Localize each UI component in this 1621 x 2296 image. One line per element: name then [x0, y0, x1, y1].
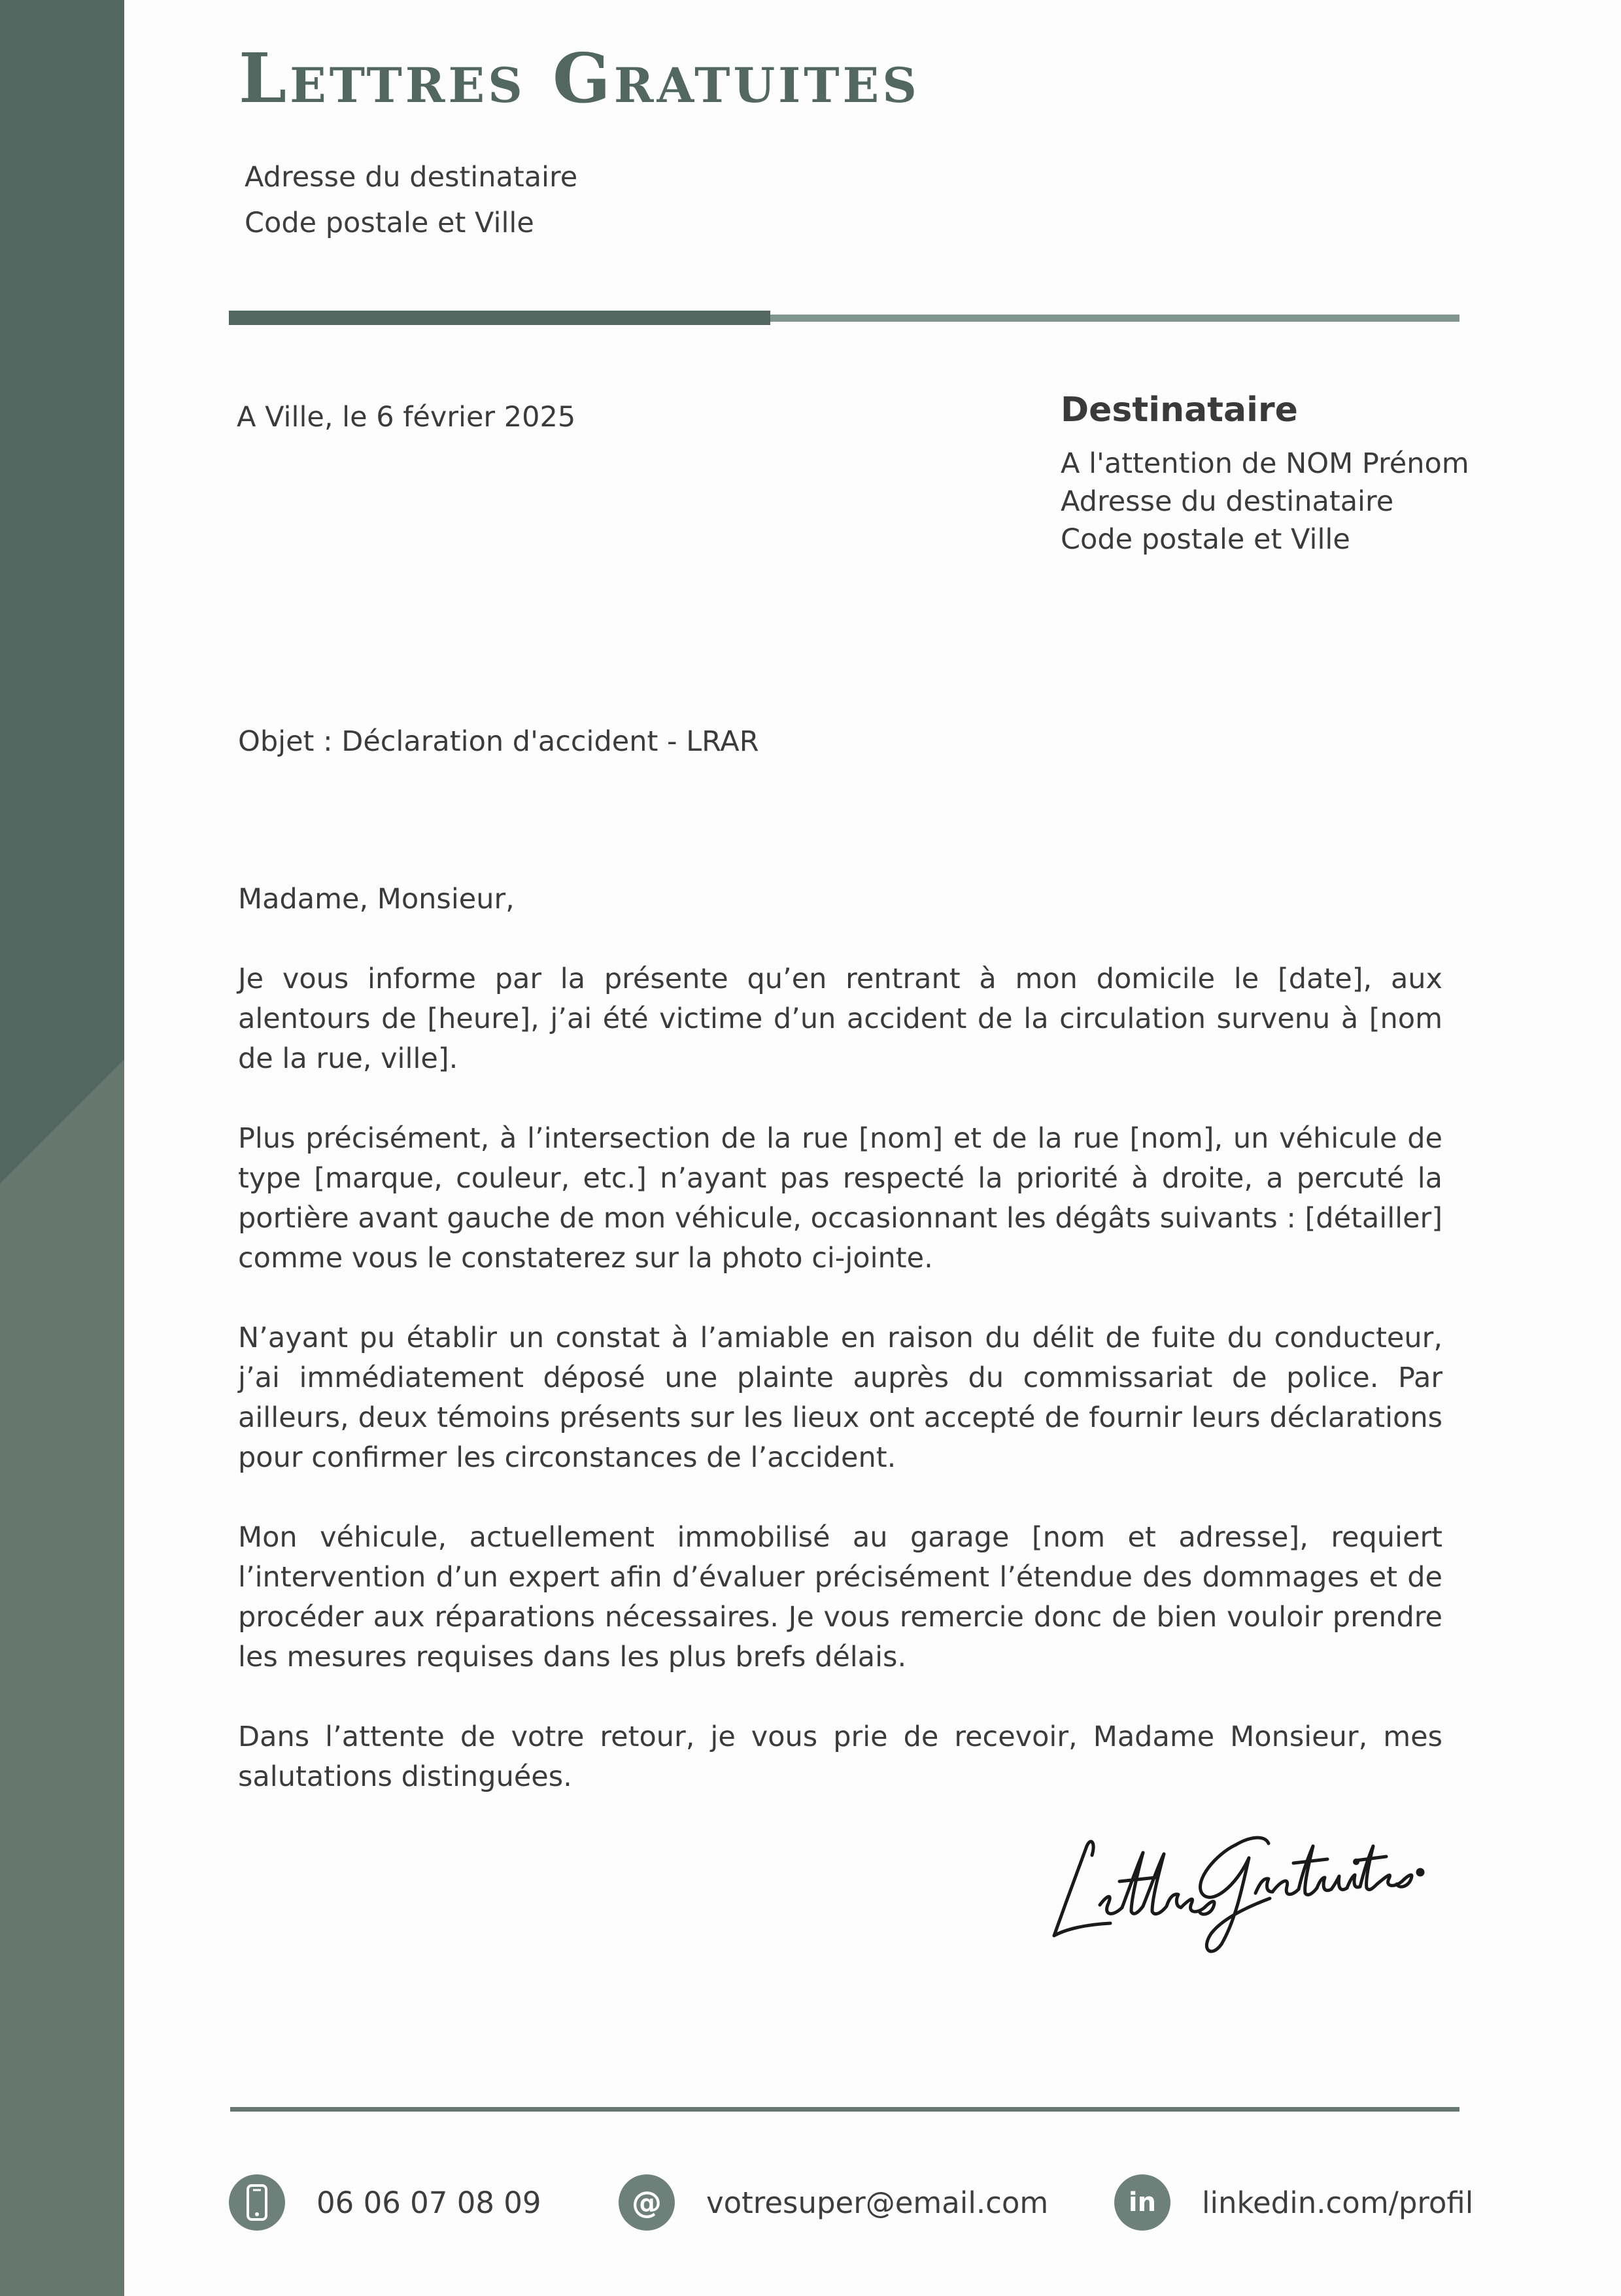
letter-date: A Ville, le 6 février 2025: [237, 401, 576, 434]
sender-address-block: [245, 154, 577, 246]
handwritten-signature: [1040, 1795, 1432, 1961]
linkedin-icon: [1114, 2174, 1170, 2231]
at-icon: [619, 2174, 675, 2231]
letter-body: [238, 880, 1442, 1837]
phone-number[interactable]: 06 06 07 08 09: [316, 2185, 541, 2220]
phone-icon: [229, 2174, 285, 2231]
recipient-attention: A l'attention de NOM Prénom: [1061, 447, 1469, 481]
letter-salutation: Madame, Monsieur,: [238, 883, 515, 916]
letter-paragraph-3: N’ayant pu établir un constat à l’amiable en raison du délit de fuite du conducteur, j’ai immédiatement déposé une plainte auprès du commissariat de police. Par ailleurs, deux témoins présents sur les lieux ont accepté de fournir leurs déclarations pour confirmer les circonstances de l’accident.: [238, 1322, 1442, 1474]
header-rule-thin: [770, 315, 1459, 322]
letter-subject: Objet : Déclaration d'accident - LRAR: [238, 725, 759, 758]
brand-title: Lettres Gratuites: [239, 38, 920, 118]
linkedin-icon-glyph: in: [1128, 2187, 1157, 2218]
footer-rule: [230, 2107, 1459, 2112]
footer-phone: [229, 2174, 541, 2231]
at-icon-glyph: @: [632, 2185, 662, 2220]
letter-paragraph-1: Je vous informe par la présente qu’en rentrant à mon domicile le [date], aux alentours de [heure], j’ai été victime d’un accident de la circulation survenu à [nom de la rue, ville].: [238, 963, 1442, 1075]
footer-linkedin: [1114, 2174, 1473, 2231]
letter-paragraph-2: Plus précisément, à l’intersection de la rue [nom] et de la rue [nom], un véhicule de type [marque, couleur, etc.] n’ayant pas respecté la priorité à droite, a percuté la portière avant gauche de mon véhicule, occasionnant les dégâts suivants : [détailler] comme vous le constaterez sur la photo ci-jointe.: [238, 1122, 1442, 1275]
letter-paragraph-5: Dans l’attente de votre retour, je vous prie de recevoir, Madame Monsieur, mes salutations distinguées.: [238, 1721, 1442, 1793]
recipient-address: Adresse du destinataire: [1061, 485, 1394, 519]
recipient-heading: Destinataire: [1061, 390, 1298, 430]
footer-email: [619, 2174, 1048, 2231]
recipient-postal-city: Code postale et Ville: [1061, 523, 1350, 557]
letter-paragraph-4: Mon véhicule, actuellement immobilisé au garage [nom et adresse], requiert l’intervention d’un expert afin d’évaluer précisément l’étendue des dommages et de procéder aux réparations nécessaires. Je vous remercie donc de bien vouloir prendre les mesures requises dans les plus brefs délais.: [238, 1521, 1442, 1673]
sender-postal-city: Code postale et Ville: [245, 207, 534, 239]
recipient-block: [1061, 390, 1469, 558]
decorative-sidebar: [0, 0, 124, 2296]
header-rule-thick: [229, 311, 770, 325]
sender-address: Adresse du destinataire: [245, 161, 578, 194]
linkedin-url[interactable]: linkedin.com/profil: [1202, 2185, 1474, 2220]
email-address[interactable]: votresuper@email.com: [706, 2185, 1049, 2220]
